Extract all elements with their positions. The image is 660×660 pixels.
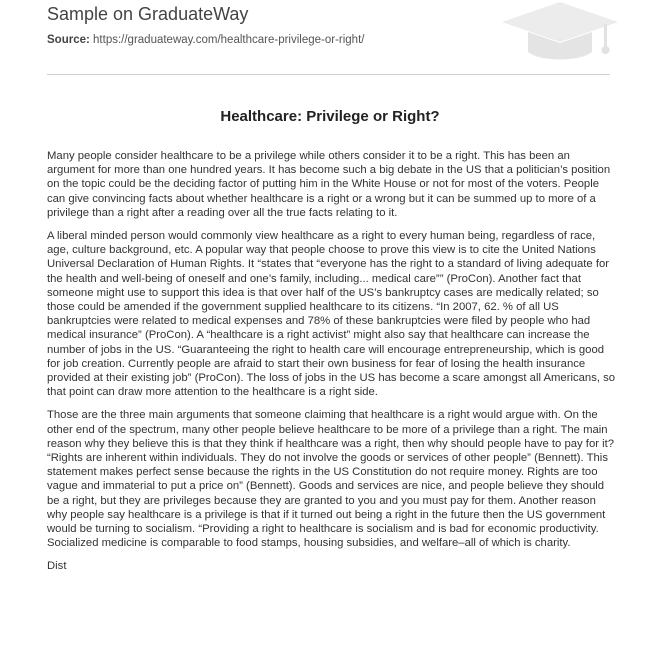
trailing-fragment: Dist — [47, 560, 67, 573]
header-divider — [47, 74, 610, 75]
paragraph: Those are the three main arguments that someone claiming that healthcare is a right would argue with. On the other end of the spectrum, many other people believe healthcare to be more of a privilege than a right. The main reason why they believe this is that they think if healthcare was a right, then why should people have to pay for it? “Rights are inherent within individuals. They do not involve the goods or services of other people” (Bennett). This statement makes perfect sense because the rights in the US Constitution do not require money. Rights are too vague and immaterial to put a price on” (Bennett). Goods and services are nice, and people believe they should be a right, but they are privileges because they are granted to you and you must pay for them. Another reason why people say healthcare is a privilege is that if it turned out being a right in the future then the US government would be turning to socialism. “Providing a right to healthcare is socialism and is bad for economic productivity. Socialized medicine is comparable to food stamps, housing subsidies, and welfare–all of which is charity. — [47, 409, 615, 550]
paragraph: Many people consider healthcare to be a privilege while others consider it to be a right. This has been an argument for more than one hundred years. It has become such a big debate in the US that a politician’s position on the topic could be the deciding factor of putting him in the White House or not for most of the voters. People can give convincing facts about whether healthcare is a right or a wrong but it can be summed up to more of a privilege than a right after a reading over all the true facts relating to it. — [47, 150, 611, 219]
document-title: Healthcare: Privilege or Right? — [220, 108, 440, 125]
source-label: Source: — [47, 34, 90, 46]
graduation-cap-icon — [500, 0, 620, 64]
page-header — [0, 0, 660, 76]
document-body — [47, 149, 619, 574]
site-title: Sample on GraduateWay — [47, 4, 249, 24]
source-line — [47, 34, 364, 46]
paragraph: A liberal minded person would commonly view healthcare as a right to every human being, regardless of race, age, culture background, etc. A popular way that people choose to prove this view is to cite the United Nations Universal Declaration of Human Rights. It “states that “everyone has the right to a standard of living adequate for the health and well-being of oneself and one’s family, including... medical care”” (ProCon). Another fact that someone might use to support this idea is that over half of the US’s bankruptcy cases are medically related; so those could be amended if the government supplied healthcare to its citizens. “In 2007, 62. % of all US bankruptcies were related to medical expenses and 78% of these bankruptcies were filed by people who had medical insurance” (ProCon). A “healthcare is a right activist” might also say that healthcare can increase the number of jobs in the US. “Guaranteeing the right to health care will encourage entrepreneurship, which is good for job creation. Currently people are afraid to start their own business for fear of losing the health insurance provided at their existing job” (ProCon). The loss of jobs in the US has become a scare amongst all Americans, so that point can draw more attention to the healthcare is a right side. — [47, 230, 616, 399]
source-link[interactable]: https://graduateway.com/healthcare-privilege-or-right/ — [93, 34, 365, 46]
